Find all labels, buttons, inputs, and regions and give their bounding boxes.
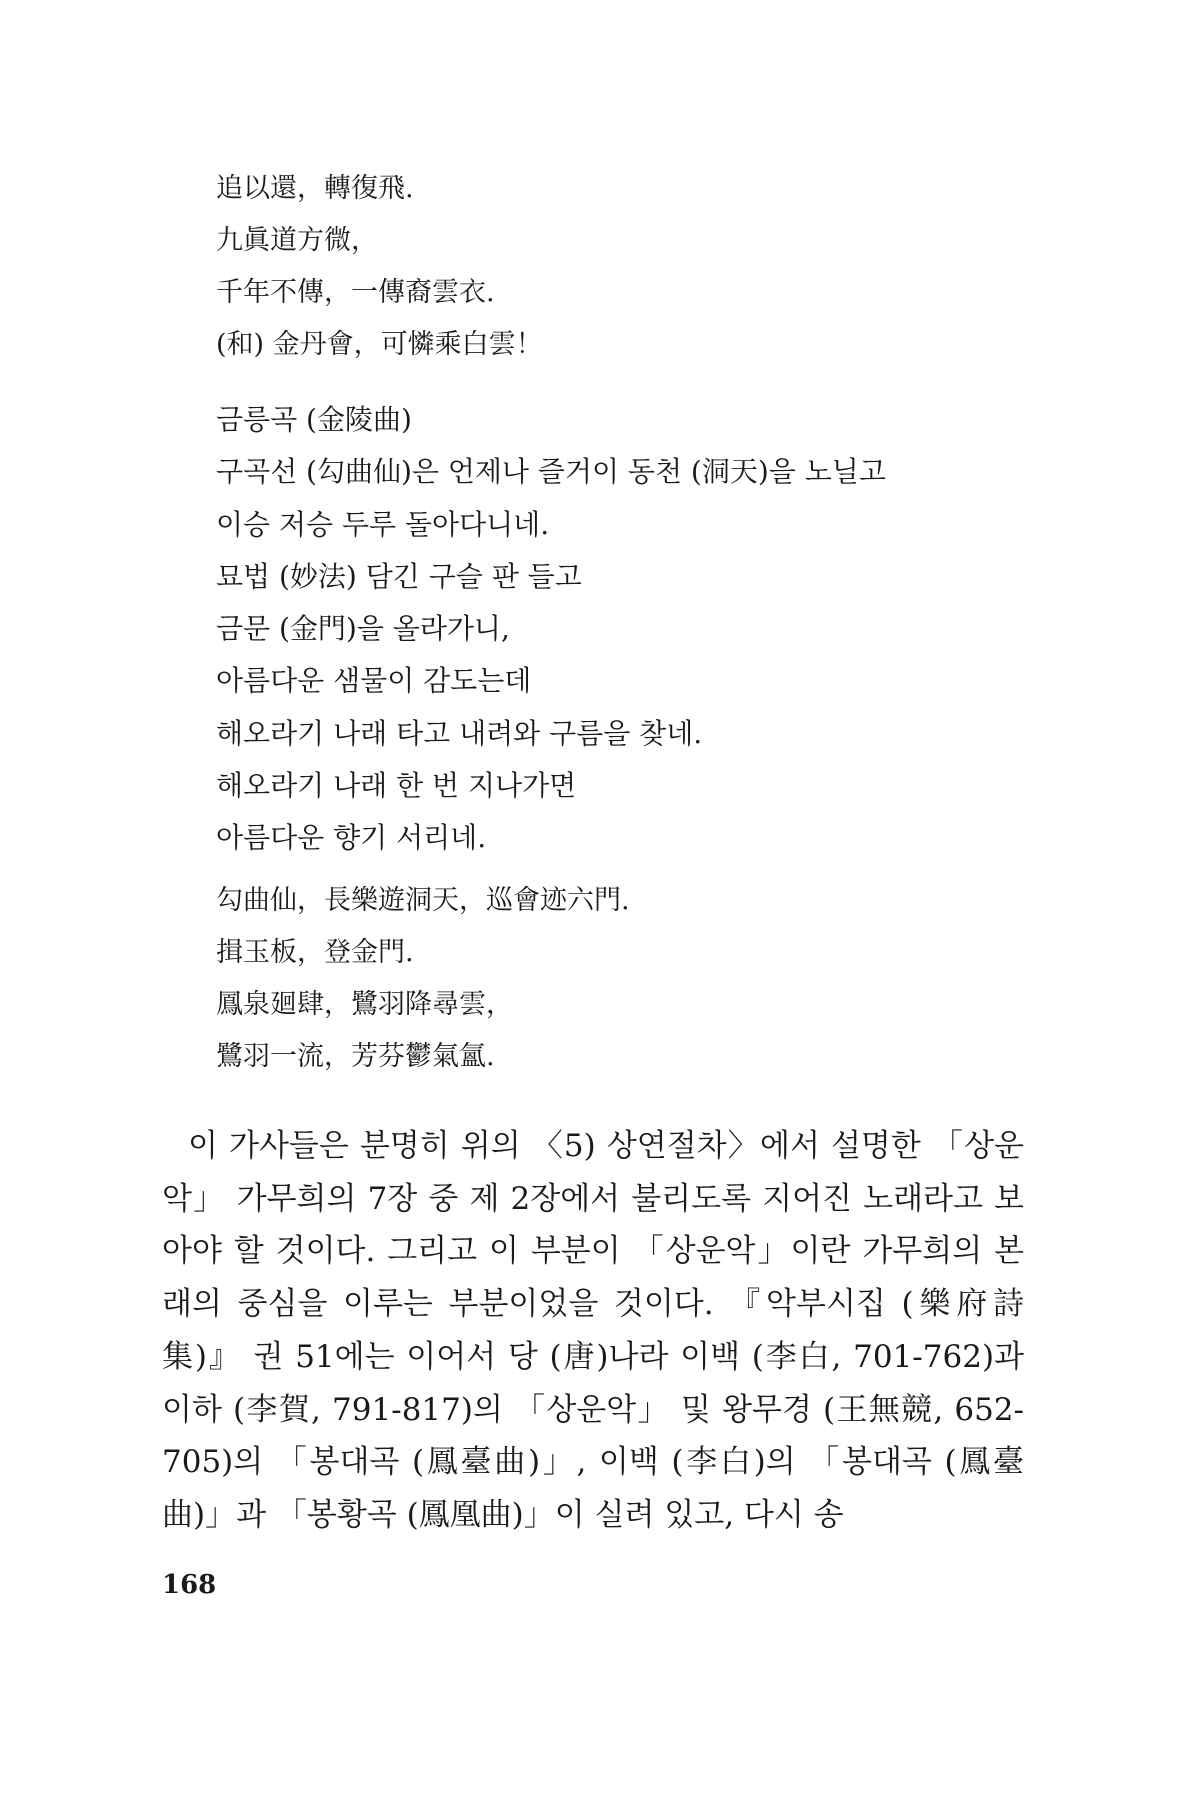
verse-line: 묘법 (妙法) 담긴 구슬 판 들고 (216, 559, 582, 593)
verse-line: 해오라기 나래 한 번 지나가면 (216, 769, 577, 803)
verse-line: 追以還，轉復飛. (216, 173, 414, 204)
chinese-verse-block-2 (216, 886, 1036, 1094)
verse-line: 이승 저승 두루 돌아다니네. (216, 507, 550, 541)
verse-line: 鳳泉廻肆，鷺羽降尋雲， (216, 989, 513, 1020)
page-number: 168 (162, 1570, 217, 1600)
verse-line: 금문 (金門)을 올라가니, (216, 612, 510, 646)
verse-line: 九眞道方微， (216, 225, 378, 256)
verse-line: 勾曲仙，長樂遊洞天，巡會迹六門. (216, 885, 630, 916)
chinese-verse-block-1 (216, 174, 1036, 382)
verse-line: 鷺羽一流，芳芬鬱氣氳. (216, 1041, 495, 1072)
verse-line: 아름다운 샘물이 감도는데 (216, 664, 532, 698)
body-paragraph (162, 1120, 1024, 1542)
paragraph-text: 이 가사들은 분명히 위의 〈5) 상연절차〉에서 설명한 「상운악」 가무희의 7장 중 제 2장에서 불리도록 지어진 노래라고 보아야 할 것이다. 그리고 이 부분이 「상운악」이란 가무희의 본래의 중심을 이루는 부분이었을 것이다. 『악부시집 (樂府詩集)』 권 51에는 이어서 당 (唐)나라 이백 (李白, 701-762)과 이하 (李賀, 791-817)의 「상운악」 및 왕무경 (王無競, 652-705)의 「봉대곡 (鳳臺曲)」, 이백 (李白)의 「봉대곡 (鳳臺曲)」과 「봉황곡 (鳳凰曲)」이 실려 있고, 다시 송 (162, 1128, 1024, 1533)
verse-line: 구곡선 (勾曲仙)은 언제나 즐거이 동천 (洞天)을 노닐고 (216, 455, 886, 489)
verse-line: (和) 金丹會，可憐乘白雲！ (216, 329, 543, 360)
verse-line: 해오라기 나래 타고 내려와 구름을 찾네. (216, 716, 703, 750)
verse-line: 千年不傳，一傳裔雲衣. (216, 277, 495, 308)
verse-line: 揖玉板，登金門. (216, 937, 414, 968)
verse-title: 금릉곡 (金陵曲) (216, 403, 412, 436)
korean-verse-block (216, 405, 1036, 876)
verse-line: 아름다운 향기 서리네. (216, 821, 487, 855)
